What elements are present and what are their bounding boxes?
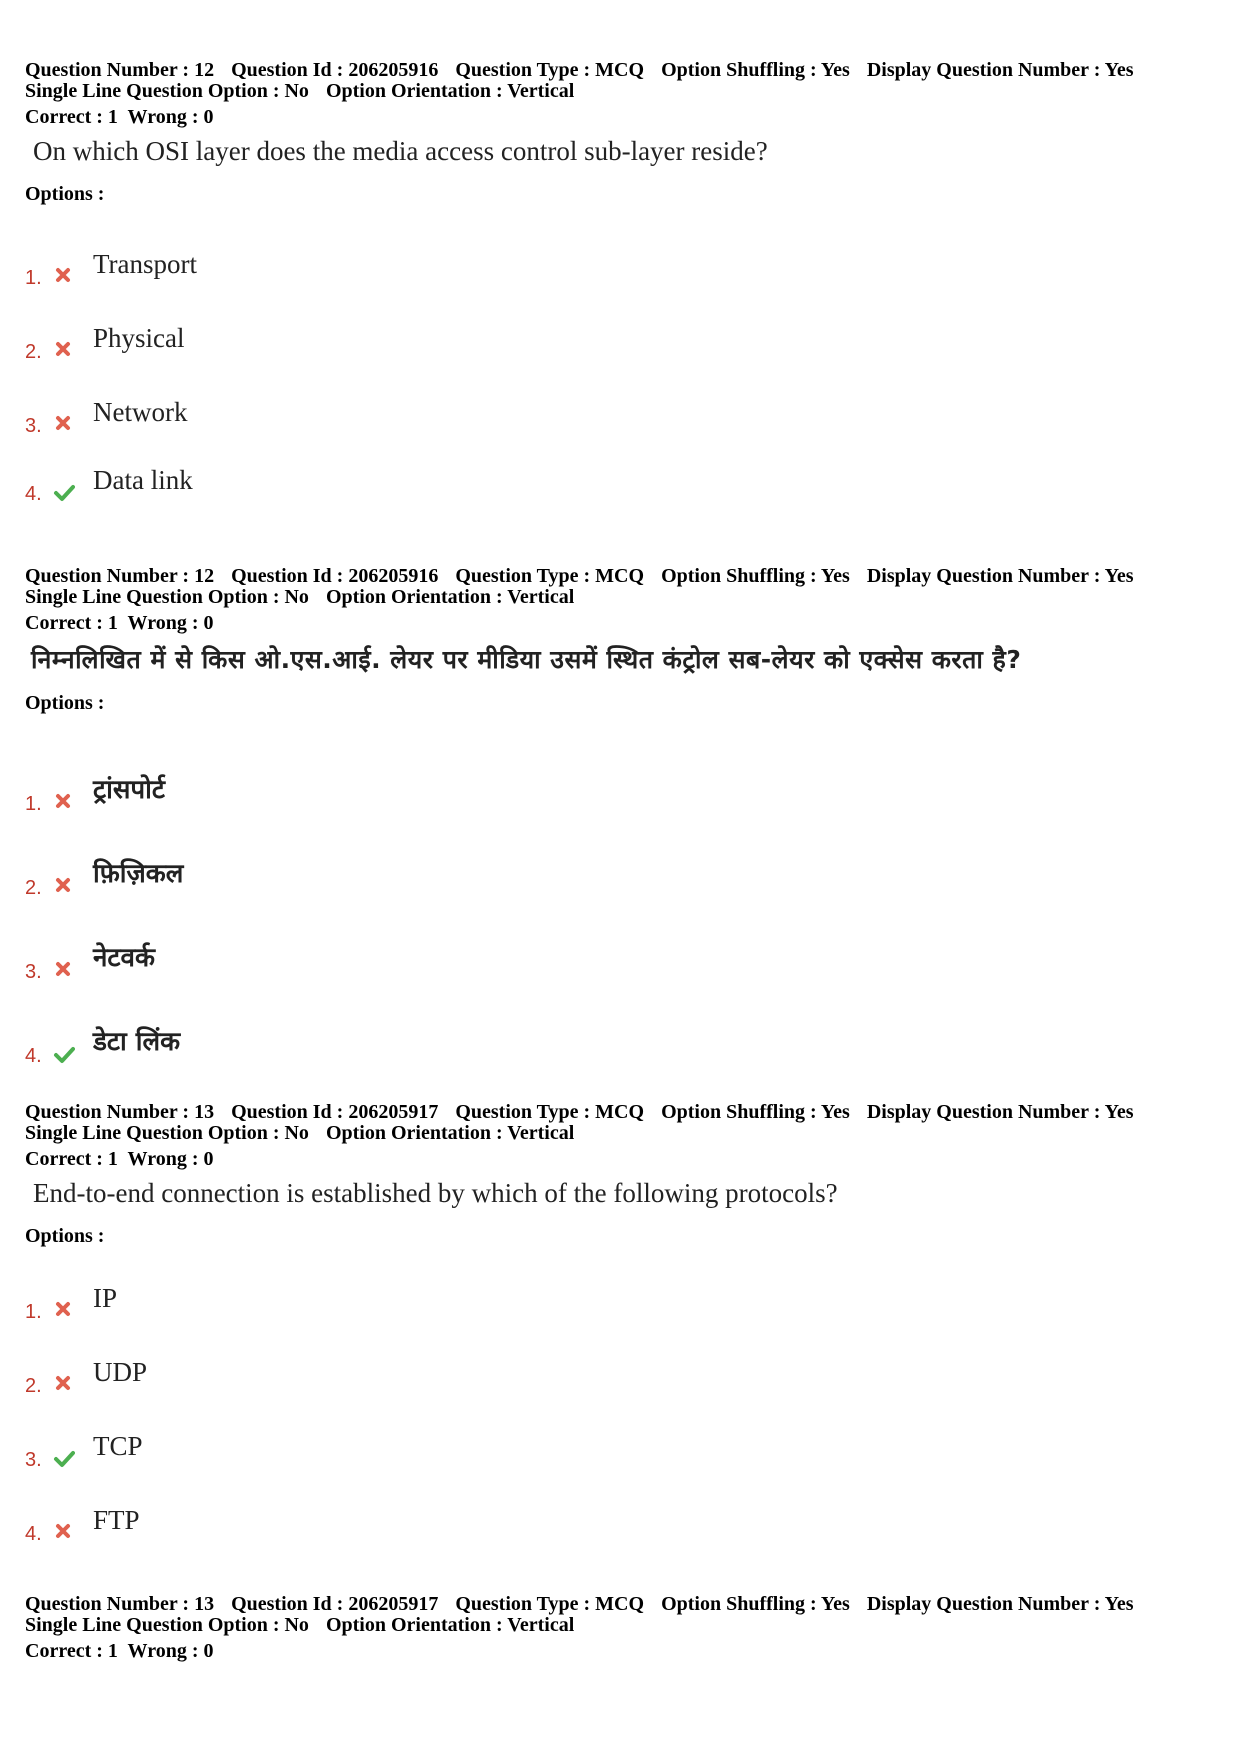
option-number: 3. bbox=[25, 415, 42, 437]
cross-icon bbox=[53, 875, 75, 897]
display-question-number: Display Question Number : Yes bbox=[866, 1593, 1134, 1615]
option-orientation: Option Orientation : Vertical bbox=[325, 1122, 575, 1144]
option-text: IP bbox=[93, 1283, 118, 1313]
check-icon bbox=[53, 1447, 75, 1469]
option-orientation: Option Orientation : Vertical bbox=[325, 1614, 575, 1636]
question-block-4 bbox=[25, 1594, 1225, 1662]
check-icon bbox=[53, 481, 75, 503]
question-meta-line-1 bbox=[25, 1102, 1225, 1123]
cross-icon bbox=[53, 1373, 75, 1395]
option-text: FTP bbox=[93, 1505, 140, 1535]
question-number: Question Number : 12 bbox=[25, 565, 215, 587]
display-question-number: Display Question Number : Yes bbox=[866, 59, 1134, 81]
cross-icon bbox=[53, 1299, 75, 1321]
option-3 bbox=[25, 398, 625, 438]
option-number: 1. bbox=[25, 267, 42, 289]
question-number: Question Number : 12 bbox=[25, 59, 215, 81]
option-text: UDP bbox=[93, 1357, 148, 1387]
cross-icon bbox=[53, 265, 75, 287]
cross-icon bbox=[53, 959, 75, 981]
option-text: Physical bbox=[93, 323, 185, 353]
option-shuffling: Option Shuffling : Yes bbox=[661, 1593, 850, 1615]
option-text: TCP bbox=[93, 1431, 143, 1461]
cross-icon bbox=[53, 339, 75, 361]
option-number: 2. bbox=[25, 877, 42, 899]
single-line-option: Single Line Question Option : No bbox=[25, 1122, 309, 1144]
option-orientation: Option Orientation : Vertical bbox=[325, 586, 575, 608]
question-meta-line-2 bbox=[25, 81, 1225, 102]
option-1 bbox=[25, 776, 625, 816]
display-question-number: Display Question Number : Yes bbox=[866, 565, 1134, 587]
question-meta-line-2 bbox=[25, 1123, 1225, 1144]
option-text: डेटा लिंक bbox=[93, 1027, 181, 1057]
check-icon bbox=[53, 1043, 75, 1065]
option-number: 2. bbox=[25, 1375, 42, 1397]
options-label: Options : bbox=[25, 183, 105, 205]
question-id: Question Id : 206205917 bbox=[231, 1101, 439, 1123]
option-number: 1. bbox=[25, 793, 42, 815]
question-id: Question Id : 206205917 bbox=[231, 1593, 439, 1615]
options-label: Options : bbox=[25, 1225, 105, 1247]
question-block-3 bbox=[25, 1101, 1225, 1545]
option-2 bbox=[25, 860, 625, 900]
question-type: Question Type : MCQ bbox=[455, 1593, 645, 1615]
question-block-2 bbox=[25, 565, 1225, 1067]
question-meta-line-2 bbox=[25, 1615, 1225, 1636]
option-number: 4. bbox=[25, 483, 42, 505]
question-block-1 bbox=[25, 59, 1225, 505]
question-type: Question Type : MCQ bbox=[455, 565, 645, 587]
marks-info: Correct : 1 Wrong : 0 bbox=[25, 612, 214, 634]
question-type: Question Type : MCQ bbox=[455, 1101, 645, 1123]
option-orientation: Option Orientation : Vertical bbox=[325, 80, 575, 102]
display-question-number: Display Question Number : Yes bbox=[866, 1101, 1134, 1123]
question-number: Question Number : 13 bbox=[25, 1593, 215, 1615]
option-text: फ़िज़िकल bbox=[93, 859, 184, 889]
marks-info: Correct : 1 Wrong : 0 bbox=[25, 1640, 214, 1662]
option-2 bbox=[25, 1358, 625, 1398]
question-meta-line-2 bbox=[25, 587, 1225, 608]
cross-icon bbox=[53, 1521, 75, 1543]
options-label: Options : bbox=[25, 692, 105, 714]
option-shuffling: Option Shuffling : Yes bbox=[661, 1101, 850, 1123]
option-4 bbox=[25, 1506, 625, 1546]
option-number: 2. bbox=[25, 341, 42, 363]
option-4 bbox=[25, 1028, 625, 1068]
option-number: 4. bbox=[25, 1523, 42, 1545]
option-text: Transport bbox=[93, 249, 198, 279]
option-3 bbox=[25, 944, 625, 984]
option-number: 3. bbox=[25, 1449, 42, 1471]
option-number: 4. bbox=[25, 1045, 42, 1067]
question-meta-line-1 bbox=[25, 566, 1225, 587]
question-text: निम्नलिखित में से किस ओ.एस.आई. लेयर पर मीडिया उसमें स्थित कंट्रोल सब-लेयर को एक्सेस करता है? bbox=[31, 645, 1022, 674]
question-text: End-to-end connection is established by which of the following protocols? bbox=[33, 1178, 838, 1208]
option-shuffling: Option Shuffling : Yes bbox=[661, 59, 850, 81]
question-id: Question Id : 206205916 bbox=[231, 565, 439, 587]
question-id: Question Id : 206205916 bbox=[231, 59, 439, 81]
option-number: 1. bbox=[25, 1301, 42, 1323]
question-meta-line-1 bbox=[25, 1594, 1225, 1615]
option-2 bbox=[25, 324, 625, 364]
question-meta-line-1 bbox=[25, 60, 1225, 81]
option-text: नेटवर्क bbox=[93, 943, 155, 973]
option-1 bbox=[25, 1284, 625, 1324]
single-line-option: Single Line Question Option : No bbox=[25, 1614, 309, 1636]
option-text: ट्रांसपोर्ट bbox=[93, 775, 166, 805]
single-line-option: Single Line Question Option : No bbox=[25, 80, 309, 102]
cross-icon bbox=[53, 791, 75, 813]
question-number: Question Number : 13 bbox=[25, 1101, 215, 1123]
option-1 bbox=[25, 250, 625, 290]
marks-info: Correct : 1 Wrong : 0 bbox=[25, 1148, 214, 1170]
option-text: Data link bbox=[93, 465, 193, 495]
option-text: Network bbox=[93, 397, 188, 427]
question-type: Question Type : MCQ bbox=[455, 59, 645, 81]
question-text: On which OSI layer does the media access control sub-layer reside? bbox=[33, 136, 768, 166]
option-4 bbox=[25, 466, 625, 506]
option-3 bbox=[25, 1432, 625, 1472]
option-shuffling: Option Shuffling : Yes bbox=[661, 565, 850, 587]
marks-info: Correct : 1 Wrong : 0 bbox=[25, 106, 214, 128]
single-line-option: Single Line Question Option : No bbox=[25, 586, 309, 608]
cross-icon bbox=[53, 413, 75, 435]
option-number: 3. bbox=[25, 961, 42, 983]
